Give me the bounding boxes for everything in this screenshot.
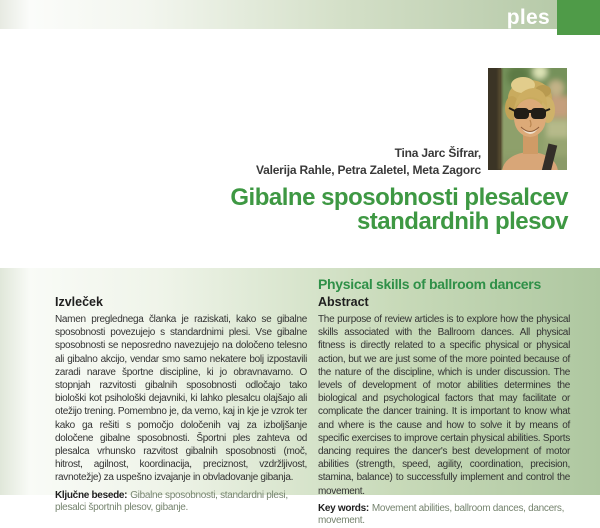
article-title [230,186,568,234]
masthead-corner-square [557,0,600,35]
izvlecek-body: Namen preglednega članka je raziskati, kako se gibalne sposobnosti povezujejo s standardnimi plesi. Vse gibalne sposobnosti se neposredno navezujejo na določeno telesno ali gibalno akcijo, vendar smo samo nekatere bolj izpostavili zaradi narave športne discipline, ki jo obravnavamo. O stopnjah razvitosti gibalnih sposobnosti odločajo tako biološki kot psihološki dejavniki, ki lahko plesalcu olajšajo ali otežijo trening. Pomembno je, da vemo, kaj in kje je vzrok ter kako ga rešiti s pomočjo določenih vaj za izboljšanje določene gibalne sposobnosti. Športni ples zahteva od plesalca vrhunsko razvitost gibalnih sposobnosti (moč, hitrost, agilnost, koordinacija, preciznost, vzdržljivost, ravnotežje) za uspešno izvajanje in obvladovanje gibanja. [55,314,307,484]
sunglasses [514,108,529,119]
izvlecek-heading: Izvleček [55,295,103,309]
masthead-section-label: ples [506,6,550,29]
english-keywords-label: Key words: [318,502,369,514]
author-photo [488,68,567,170]
author-photo-illustration [488,68,567,170]
abstract-body: The purpose of review articles is to explore how the physical skills associated with the Ballroom dances. All physical fitness is directly related to a specific physical or physical action, but we are just some of the more pointed because of the nature of the discipline, which is under discussion. The levels of development of motor abilities determines the biological and psychological factors that may facilitate or complicate the dancer training. It is important to know what and where is the cause and how to solve it by means of specific exercises to improve certain physical abilities. Sports dancing requires the dancer's best development of motor abilities (strength, speed, agility, coordination, precision, stamina, balance) to successfully implement and control the movement. [318,314,570,497]
abstract-panel [0,268,600,527]
article-title-line-2: standardnih plesov [356,208,568,235]
english-title-heading: Physical skills of ballroom dancers [318,276,541,292]
slovenian-abstract-column [55,277,307,515]
english-abstract-column [318,277,570,528]
author-line-1: Tina Jarc Šifrar, [394,146,481,160]
author-line-2: Valerija Rahle, Petra Zaletel, Meta Zagorc [255,163,481,177]
neck [523,134,538,154]
slovenian-keywords [55,490,307,515]
abstract-heading: Abstract [318,295,369,309]
article-title-line-1: Gibalne sposobnosti plesalcev [230,184,568,211]
masthead-bar [0,0,600,29]
author-names [256,145,481,179]
slovenian-keywords-text: Gibalne sposobnosti, standardni plesi, plesalci športnih plesov, gibanje. [55,489,288,514]
english-keywords-text: Movement abilities, ballroom dances, dancers, movement. [318,502,565,527]
slovenian-keywords-label: Ključne besede: [55,489,128,501]
english-keywords [318,503,570,528]
